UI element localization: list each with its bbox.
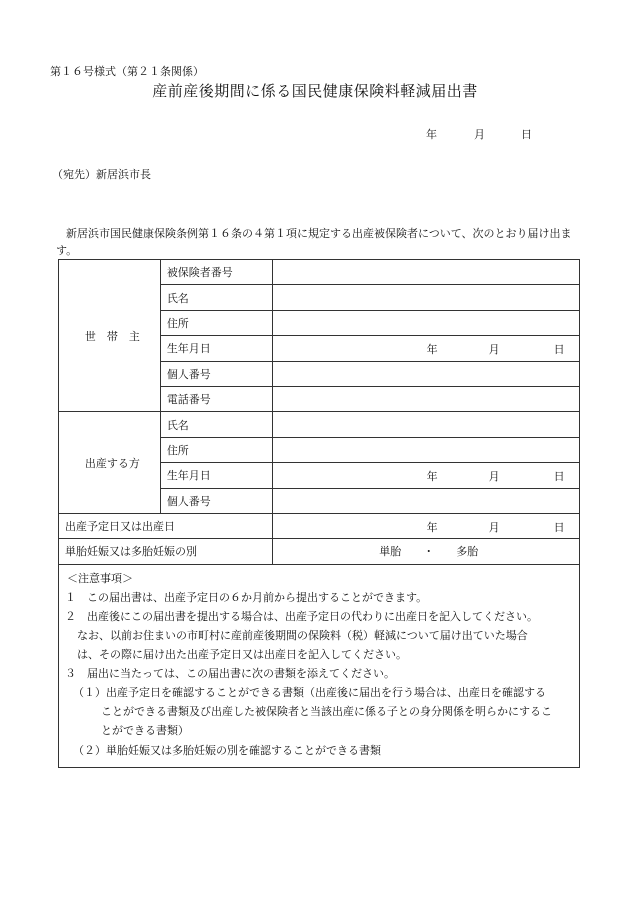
row-label-head-individual-number: 個人番号 xyxy=(160,361,272,386)
date-month-label: 月 xyxy=(474,128,485,141)
insured-number-field[interactable] xyxy=(272,260,579,285)
row-label-head-address: 住所 xyxy=(160,310,272,335)
row-label-head-phone: 電話番号 xyxy=(160,386,272,411)
pregnancy-type-options[interactable]: 単胎 ・ 多胎 xyxy=(272,539,579,564)
note-line: ３ 届出に当たっては、この届出書に次の書類を添えてください。 xyxy=(65,667,395,680)
head-name-field[interactable] xyxy=(272,285,579,310)
note-line: は、その際に届け出た出産予定日又は出産日を記入してください。 xyxy=(77,648,407,661)
row-label-birth-person-birthdate: 生年月日 xyxy=(160,463,272,488)
notes-heading: ＜注意事項＞ xyxy=(67,572,133,585)
head-phone-field[interactable] xyxy=(272,386,579,411)
year-label: 年 xyxy=(426,521,438,535)
row-label-birth-person-individual-number: 個人番号 xyxy=(160,488,272,513)
birth-person-address-field[interactable] xyxy=(272,437,579,462)
application-form-table xyxy=(58,259,580,565)
row-label-insured-number: 被保険者番号 xyxy=(160,260,272,285)
table-row xyxy=(59,260,580,285)
month-label: 月 xyxy=(488,343,500,357)
year-label: 年 xyxy=(426,470,438,484)
row-label-head-birthdate: 生年月日 xyxy=(160,336,272,361)
day-label: 日 xyxy=(553,470,565,484)
date-day-label: 日 xyxy=(521,128,532,141)
month-label: 月 xyxy=(488,470,500,484)
head-address-field[interactable] xyxy=(272,310,579,335)
due-date-field[interactable] xyxy=(272,513,579,538)
table-row xyxy=(59,412,580,437)
birth-person-individual-number-field[interactable] xyxy=(272,488,579,513)
day-label: 日 xyxy=(553,343,565,357)
intro-text: 新居浜市国民健康保険条例第１６条の４第１項に規定する出産被保険者について、次のとおり届け出ます。 xyxy=(56,227,572,257)
note-line: なお、以前お住まいの市町村に産前産後期間の保険料（税）軽減について届け出ていた場合 xyxy=(77,629,528,642)
row-label-head-name: 氏名 xyxy=(160,285,272,310)
day-label: 日 xyxy=(553,521,565,535)
table-row xyxy=(59,513,580,538)
note-line: （１）出産予定日を確認することができる書類（出産後に届出を行う場合は、出産日を確認する xyxy=(73,686,546,699)
note-line: ２ 出産後にこの届出書を提出する場合は、出産予定日の代わりに出産日を記入してください。 xyxy=(65,610,538,623)
row-label-birth-person-address: 住所 xyxy=(160,437,272,462)
head-birthdate-field[interactable] xyxy=(272,336,579,361)
birth-person-birthdate-field[interactable] xyxy=(272,463,579,488)
notes-section xyxy=(58,561,580,768)
birth-person-name-field[interactable] xyxy=(272,412,579,437)
head-individual-number-field[interactable] xyxy=(272,361,579,386)
pregnancy-type-label: 単胎妊娠又は多胎妊娠の別 xyxy=(59,539,273,564)
note-line: １ この届出書は、出産予定日の６か月前から提出することができます。 xyxy=(65,591,428,604)
addressee: （宛先）新居浜市長 xyxy=(52,168,151,181)
due-date-label: 出産予定日又は出産日 xyxy=(59,513,273,538)
household-head-group-label: 世 帯 主 xyxy=(59,260,161,412)
note-line: ことができる書類及び出産した被保険者と当該出産に係る子との身分関係を明らかにするこ xyxy=(101,705,552,718)
note-line: （２）単胎妊娠又は多胎妊娠の別を確認することができる書類 xyxy=(73,744,381,757)
row-label-birth-person-name: 氏名 xyxy=(160,412,272,437)
birth-person-group-label: 出産する方 xyxy=(59,412,161,514)
date-year-label: 年 xyxy=(426,128,437,141)
note-line: とができる書類） xyxy=(101,724,189,737)
month-label: 月 xyxy=(488,521,500,535)
form-number: 第１６号様式（第２１条関係） xyxy=(50,65,204,78)
year-label: 年 xyxy=(426,343,438,357)
page-title: 産前産後期間に係る国民健康保険料軽減届出書 xyxy=(152,82,478,100)
